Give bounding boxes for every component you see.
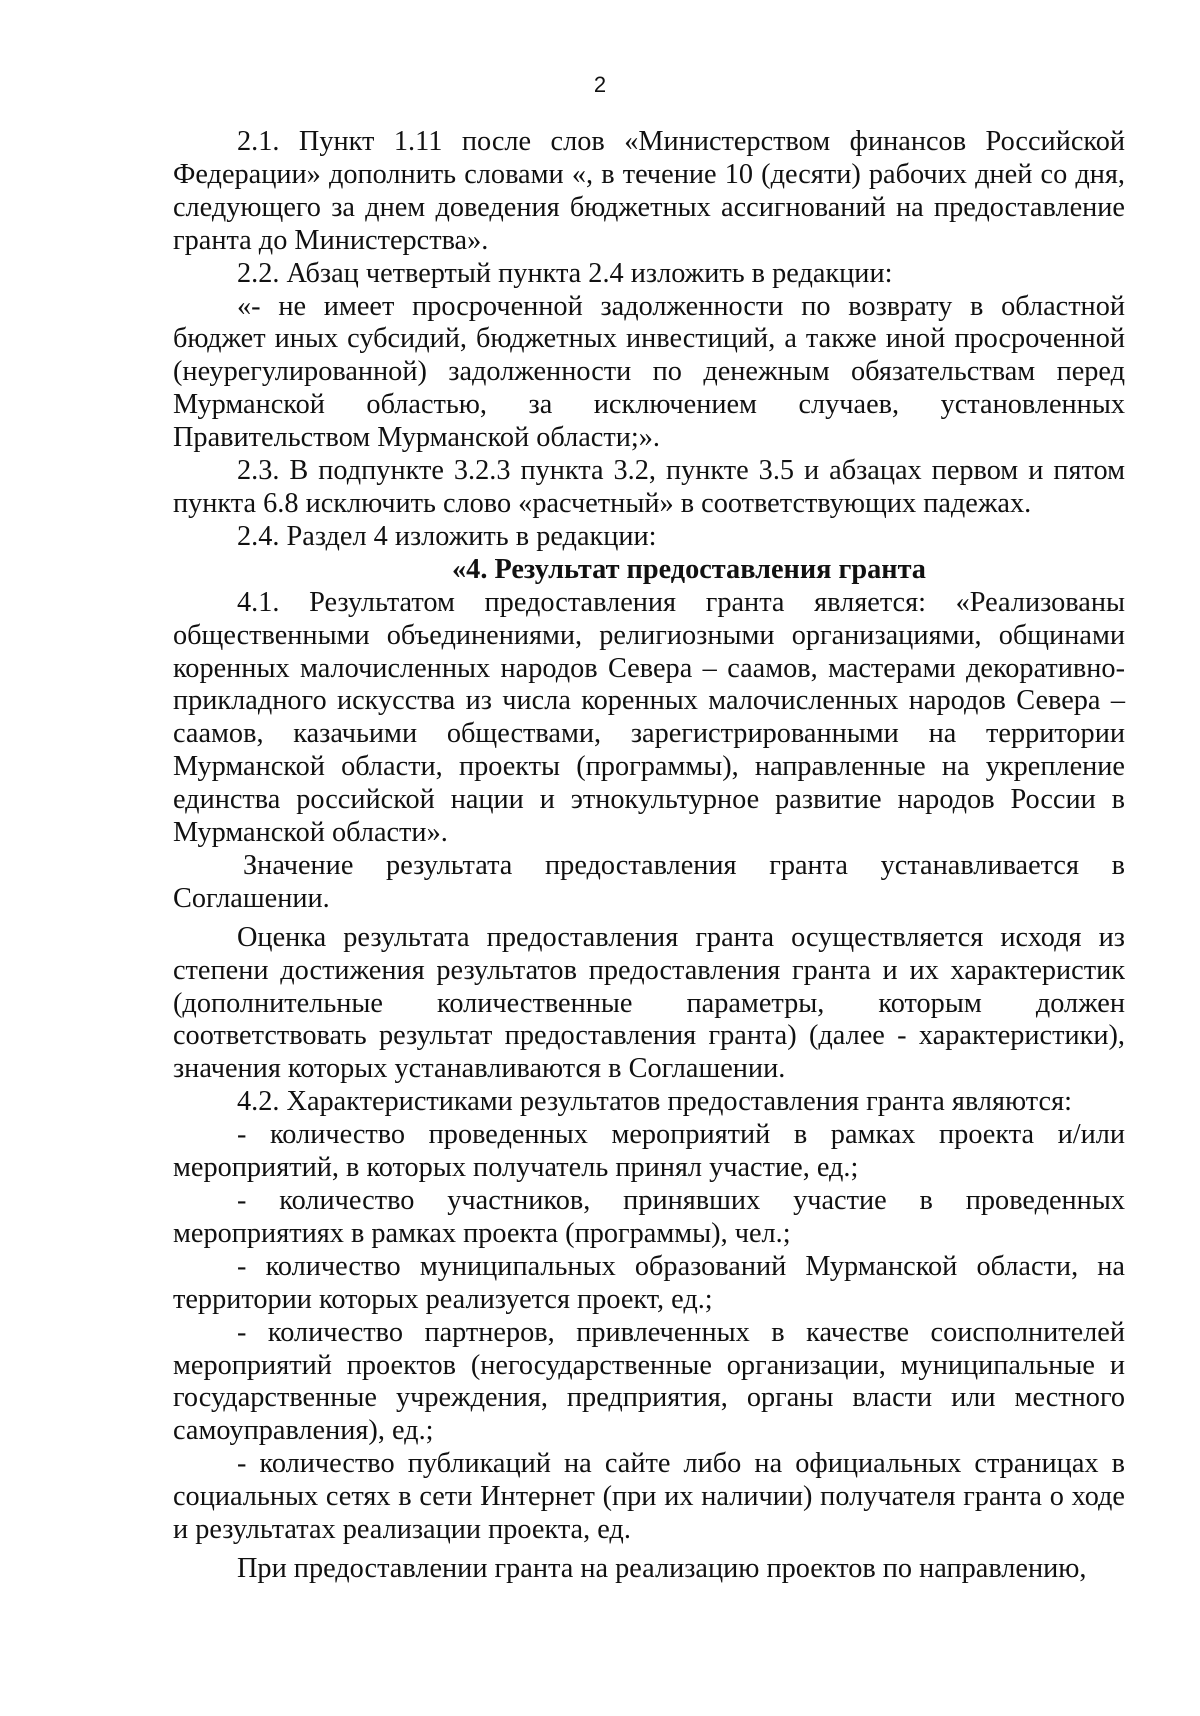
list-item-municipalities-count: - количество муниципальных образований Мурманской области, на территории которых реализуется проект, ед.; (173, 1250, 1125, 1315)
list-item-participants-count: - количество участников, принявших участие в проведенных мероприятиях в рамках проекта (программы), чел.; (173, 1185, 1125, 1249)
paragraph-result-value: Значение результата предоставления гранта устанавливается в Соглашении. (173, 849, 1125, 914)
paragraph-2-4: 2.4. Раздел 4 изложить в редакции: (237, 520, 657, 552)
section-heading: «4. Результат предоставления гранта (452, 553, 926, 585)
list-item-partners-count: - количество партнеров, привлеченных в качестве соисполнителей мероприятий проектов (негосударственные организации, муниципальные и государственные учреждения, предприятия, органы власти или местного самоуправления), ед.; (173, 1316, 1125, 1447)
paragraph-2-2-quote: «- не имеет просроченной задолженности по возврату в областной бюджет иных субсидий, бюджетных инвестиций, а также иной просроченной (неурегулированной) задолженности по денежным обязательствам перед Мурманской областью, за исключением случаев, установленных Правительством Мурманской области;». (173, 290, 1125, 454)
list-item-publications-count: - количество публикаций на сайте либо на официальных страницах в социальных сетях в сети Интернет (при их наличии) получателя гранта о ходе и результатах реализации проекта, ед. (173, 1448, 1125, 1546)
paragraph-2-1: 2.1. Пункт 1.11 после слов «Министерством финансов Российской Федерации» дополнить словами «, в течение 10 (десяти) рабочих дней со дня, следующего за днем доведения бюджетных ассигнований на предоставление гранта до Министерства». (173, 126, 1125, 256)
document-body (173, 126, 1125, 1586)
paragraph-4-2: 4.2. Характеристиками результатов предоставления гранта являются: (237, 1086, 1072, 1118)
paragraph-2-2: 2.2. Абзац четвертый пункта 2.4 изложить в редакции: (237, 257, 893, 289)
paragraph-2-3: 2.3. В подпункте 3.2.3 пункта 3.2, пункте 3.5 и абзацах первом и пятом пункта 6.8 исключить слово «расчетный» в соответствующих падежах. (173, 455, 1125, 519)
paragraph-direction: При предоставлении гранта на реализацию проектов по направлению, (237, 1552, 1087, 1584)
paragraph-result-evaluation: Оценка результата предоставления гранта осуществляется исходя из степени достижения результатов предоставления гранта и их характеристик (дополнительные количественные параметры, которым должен соответствовать результат предоставления гранта) (далее - характеристики), значения которых устанавливаются в Соглашении. (173, 921, 1125, 1085)
page-number: 2 (593, 72, 607, 97)
paragraph-4-1: 4.1. Результатом предоставления гранта является: «Реализованы общественными объединениями, религиозными организациями, общинами коренных малочисленных народов Севера – саамов, мастерами декоративно-прикладного искусства из числа коренных малочисленных народов Севера – саамов, казачьими обществами, зарегистрированными на территории Мурманской области, проекты (программы), направленные на укрепление единства российской нации и этнокультурное развитие народов России в Мурманской области». (173, 586, 1125, 849)
list-item-events-count: - количество проведенных мероприятий в рамках проекта и/или мероприятий, в которых получатель принял участие, ед.; (173, 1119, 1125, 1184)
